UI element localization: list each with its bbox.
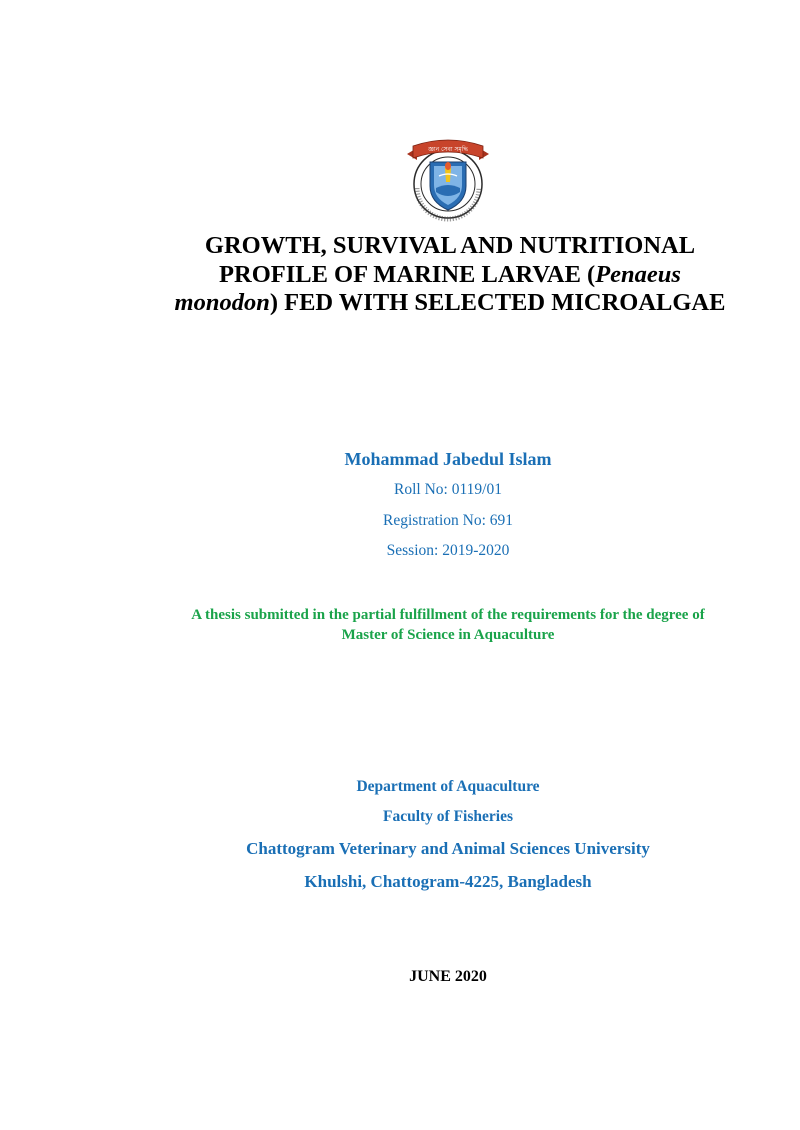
title-line-1: GROWTH, SURVIVAL AND NUTRITIONAL	[204, 232, 696, 259]
thesis-title	[100, 232, 800, 318]
title-line-3-text: ) FED WITH SELECTED MICROALGAE	[269, 289, 726, 316]
roll-number: Roll No: 0119/01	[394, 481, 502, 498]
university-name: Chattogram Veterinary and Animal Sciences University	[246, 839, 650, 858]
title-line-2-text: PROFILE OF MARINE LARVAE (	[219, 260, 596, 288]
thesis-statement-line-1: A thesis submitted in the partial fulfillment of the requirements for the degree of	[191, 607, 705, 623]
submission-date: JUNE 2020	[409, 968, 487, 985]
species-genus: Penaeus	[595, 260, 681, 288]
author-name: Mohammad Jabedul Islam	[344, 449, 552, 469]
svg-text:জ্ঞান সেবা সমৃদ্ধি: জ্ঞান সেবা সমৃদ্ধি	[428, 146, 468, 153]
session: Session: 2019-2020	[386, 542, 510, 559]
registration-number: Registration No: 691	[382, 512, 514, 529]
thesis-statement	[0, 605, 800, 645]
degree-name: Master of Science in Aquaculture	[341, 627, 555, 643]
faculty: Faculty of Fisheries	[382, 808, 513, 825]
university-address: Khulshi, Chattogram-4225, Bangladesh	[304, 872, 592, 891]
title-line-2	[100, 261, 800, 290]
title-line-3	[100, 289, 800, 318]
university-logo	[403, 128, 493, 224]
department: Department of Aquaculture	[356, 778, 540, 795]
species-epithet: monodon	[174, 289, 270, 316]
